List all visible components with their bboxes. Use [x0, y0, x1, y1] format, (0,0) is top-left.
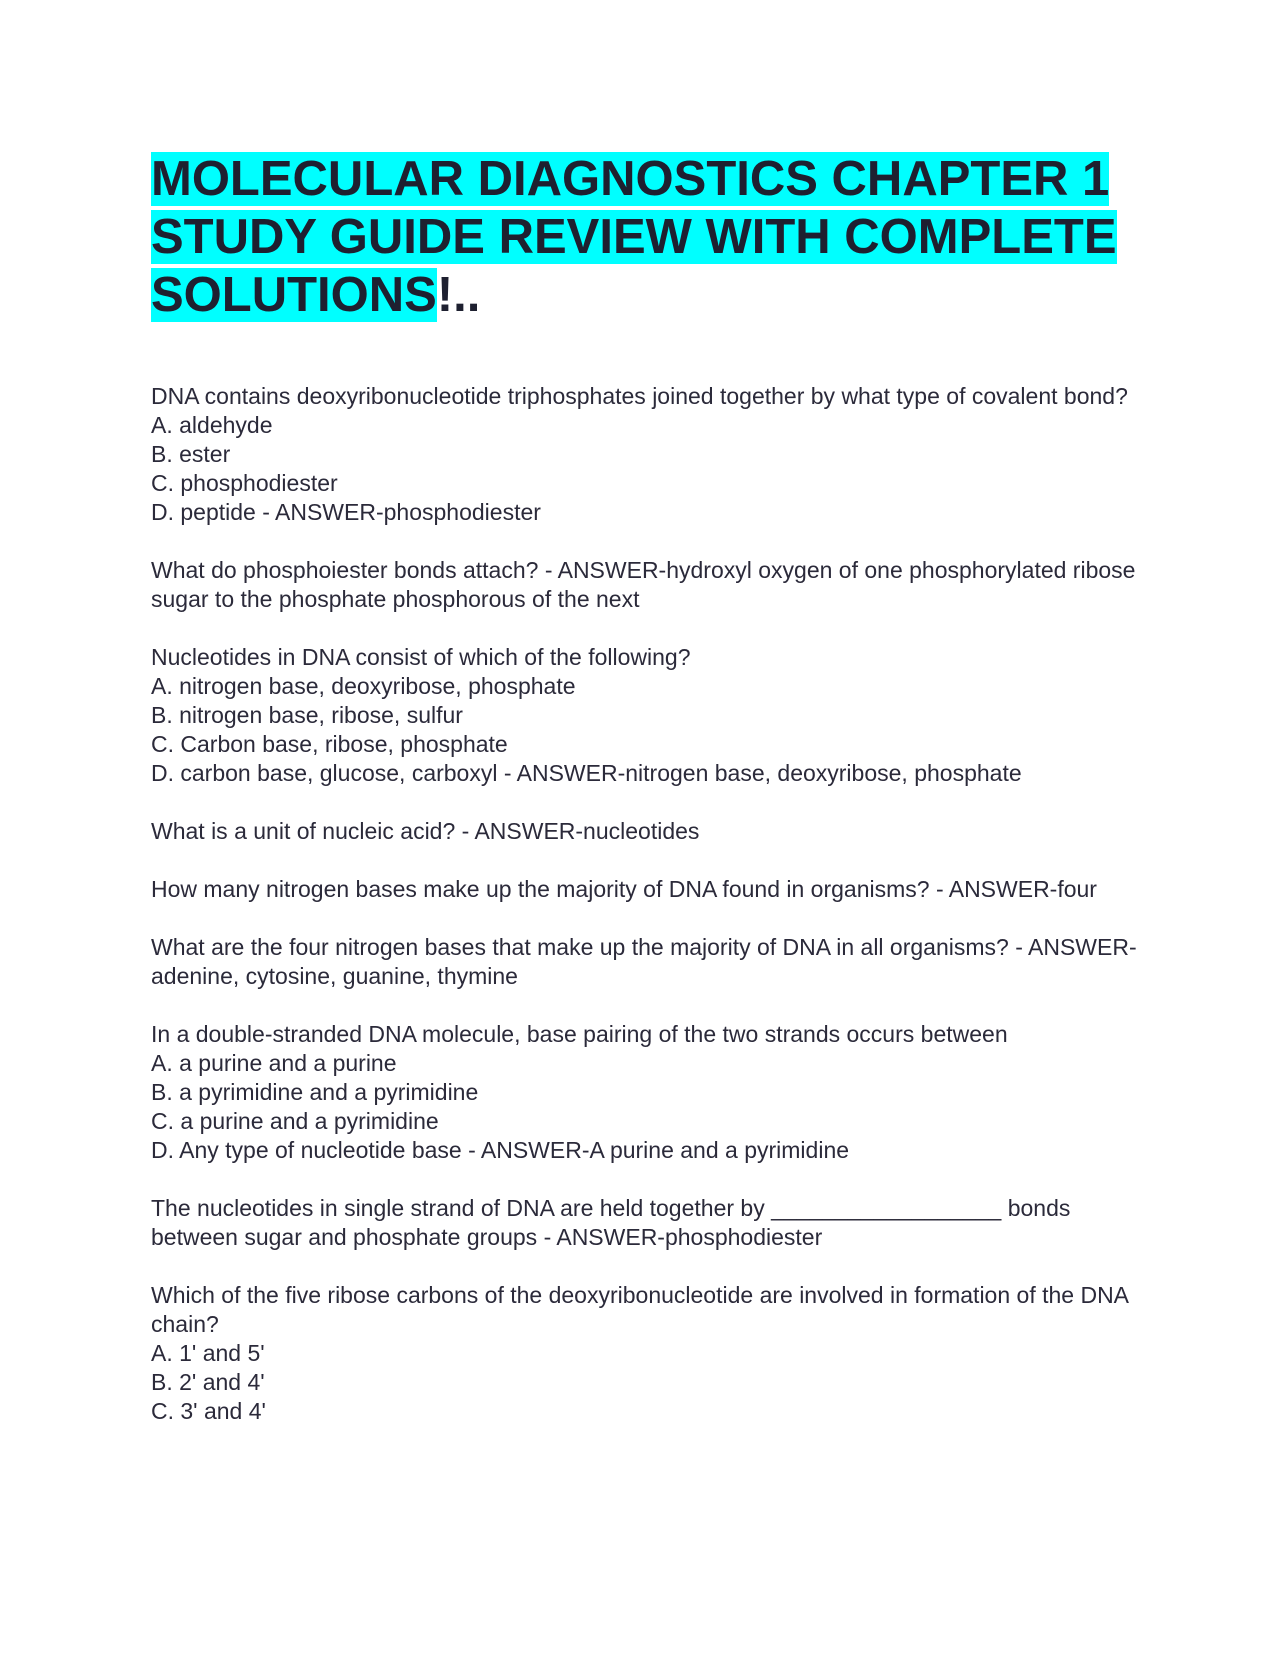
question-paragraph: What do phosphoiester bonds attach? - ANSWER-hydroxyl oxygen of one phosphorylated ribose sugar to the phosphate phosphorous of the next: [151, 557, 1136, 612]
title-highlight: MOLECULAR DIAGNOSTICS CHAPTER 1 STUDY GUIDE REVIEW WITH COMPLETE SOLUTIONS: [151, 152, 1117, 322]
question-paragraph: Which of the five ribose carbons of the deoxyribonucleotide are involved in formation of the DNA chain? A. 1' and 5' B. 2' and 4' C. 3' and 4': [151, 1282, 1128, 1424]
title-suffix: !..: [436, 268, 481, 322]
question-paragraph: What are the four nitrogen bases that make up the majority of DNA in all organisms? - ANSWER-adenine, cytosine, guanine, thymine: [151, 934, 1137, 989]
document-body: [151, 382, 1141, 1426]
question-paragraph: Nucleotides in DNA consist of which of the following? A. nitrogen base, deoxyribose, phosphate B. nitrogen base, ribose, sulfur C. Carbon base, ribose, phosphate D. carbon base, glucose, carboxyl - ANSWER-nitrogen base, deoxyribose, phosphate: [151, 644, 1022, 786]
question-paragraph: What is a unit of nucleic acid? - ANSWER-nucleotides: [151, 818, 700, 844]
document-title: [151, 150, 1131, 324]
question-paragraph: How many nitrogen bases make up the majority of DNA found in organisms? - ANSWER-four: [151, 876, 1097, 902]
question-paragraph: DNA contains deoxyribonucleotide triphosphates joined together by what type of covalent bond? A. aldehyde B. ester C. phosphodiester D. peptide - ANSWER-phosphodiester: [151, 383, 1128, 525]
question-paragraph: The nucleotides in single strand of DNA are held together by __________________ bonds between sugar and phosphate groups - ANSWER-phosphodiester: [151, 1195, 1071, 1250]
question-paragraph: In a double-stranded DNA molecule, base pairing of the two strands occurs between A. a purine and a purine B. a pyrimidine and a pyrimidine C. a purine and a pyrimidine D. Any type of nucleotide base - ANSWER-A purine and a pyrimidine: [151, 1021, 1008, 1163]
